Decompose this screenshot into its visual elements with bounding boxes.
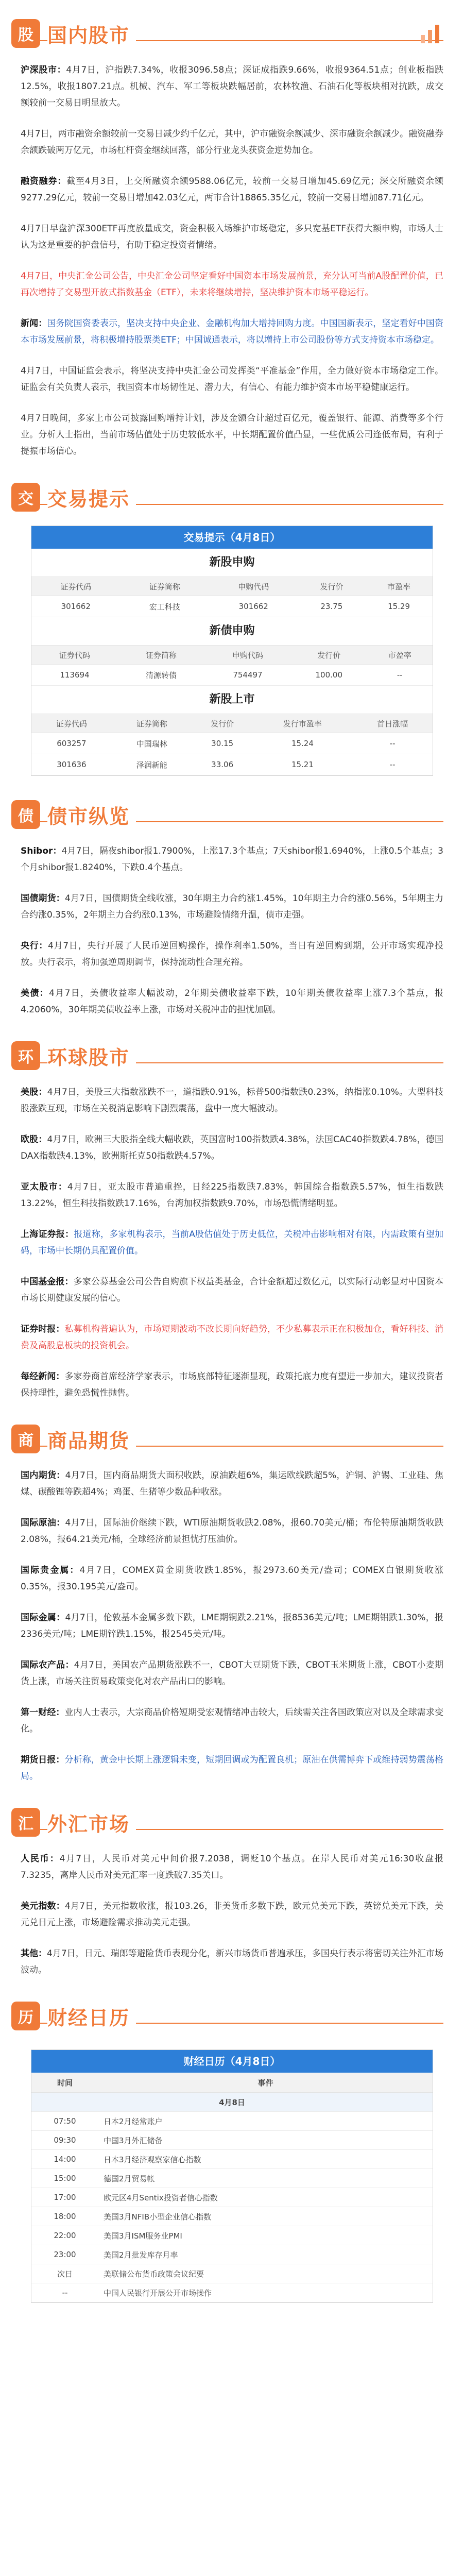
table-row: 07:50 日本2月经常账户 — [31, 2112, 433, 2131]
section-header-domestic — [0, 10, 464, 57]
table-row: 18:00 美国3月NFIB小型企业信心指数 — [31, 2207, 433, 2226]
stock-icon: 股 — [11, 19, 40, 48]
paragraph: 国债期货：4月7日，国债期货全线收涨，30年期主力合约涨1.45%，10年期主力合约涨0.56%，5年期主力合约涨0.35%，2年期主力合约涨0.13%，市场避险情绪升温，债市走强。 — [21, 893, 443, 920]
table-header: 市盈率 — [365, 577, 433, 596]
calendar-table — [31, 2073, 433, 2302]
table-header: 时间 — [31, 2073, 98, 2093]
paragraph: 期货日报：分析称，黄金中长期上涨逻辑未变，短期回调或为配置良机；原油在供需博弈下或维持弱势震荡格局。 — [21, 1755, 444, 1782]
table-row: 113694 清源转债 754497 100.00 -- — [31, 665, 433, 686]
table-row: 23:00 美国2月批发库存月率 — [31, 2245, 433, 2264]
paragraph: 4月7日晚间，多家上市公司披露回购增持计划，涉及金额合计超过百亿元，覆盖银行、能源、消费等多个行业。分析人士指出，当前市场估值处于历史较低水平，中长期配置价值凸显，一些优质公司逢低布局，有利于提振市场信心。 — [21, 413, 443, 456]
ipo-table — [31, 577, 433, 617]
paragraph: 国内期货：4月7日，国内商品期货大面积收跌，原油跌超6%，集运欧线跌超5%，沪铜、沪锡、工业硅、焦煤、碳酸锂等跌超4%；鸡蛋、生猪等少数品种收涨。 — [21, 1470, 444, 1497]
globe-icon: 环 — [11, 1041, 40, 1070]
bond-icon: 债 — [11, 800, 40, 829]
paragraph: 4月7日，两市融资余额较前一交易日减少约千亿元，其中，沪市融资余额减少、深市融资余额减少。融资融券余额跌破两万亿元，市场杠杆资金继续回落，部分行业龙头获资金逆势加仓。 — [21, 129, 443, 156]
section-title: 环球股市 — [47, 1042, 136, 1070]
paragraph: 美股：4月7日，美股三大指数涨跌不一，道指跌0.91%，标普500指数跌0.23%，纳指涨0.10%。大型科技股涨跌互现，市场在关税消息影响下剧烈震荡，盘中一度大幅波动。 — [21, 1087, 444, 1114]
paragraph: 央行：4月7日，央行开展了人民币逆回购操作，操作利率1.50%，当日有逆回购到期，公开市场实现净投放。央行表示，将加强逆周期调节，保持流动性合理充裕。 — [21, 941, 443, 968]
table-header: 证券代码 — [31, 577, 120, 596]
paragraph: 融资融券：截至4月3日，上交所融资余额9588.06亿元，较前一交易日增加45.69亿元；深交所融资余额9277.29亿元，较前一交易日增加42.03亿元，两市合计18865.35亿元，较前一交易日增加87.71亿元。 — [21, 176, 443, 203]
paragraph: 国际原油：4月7日，国际油价继续下跌，WTI原油期货收跌2.08%，报60.70美元/桶；布伦特原油期货收跌2.08%，报64.21美元/桶，全球经济前景担忧打压油价。 — [21, 1518, 443, 1545]
ipo-box-title: 交易提示（4月8日） — [31, 526, 433, 549]
table-header: 发行价 — [291, 646, 367, 665]
paragraph: 国际贵金属：4月7日，COMEX黄金期货收跌1.85%，报2973.60美元/盎司；COMEX白银期货收涨0.35%，报30.195美元/盎司。 — [21, 1565, 443, 1592]
paragraph: 沪深股市：4月7日，沪指跌7.34%，收报3096.58点；深证成指跌9.66%，收报9364.51点；创业板指跌12.5%，收报1807.21点。机械、汽车、军工等板块跌幅居前，农林牧渔、石油石化等板块相对抗跌，成交额较前一交易日明显放大。 — [21, 65, 444, 108]
table-header: 发行市盈率 — [253, 714, 352, 733]
calendar-date-row: 4月8日 — [31, 2093, 433, 2112]
table-header: 市盈率 — [367, 646, 433, 665]
paragraph: 新闻：国务院国资委表示，坚决支持中央企业、金融机构加大增持回购力度。中国国新表示，坚定看好中国资本市场发展前景，将积极增持股票类ETF；中国诚通表示，将以增持上市公司股份等方式支持资本市场稳定。 — [21, 318, 444, 345]
section-header-global — [0, 1032, 464, 1079]
table-row: 09:30 中国3月外汇储备 — [31, 2131, 433, 2150]
section-title: 商品期货 — [47, 1425, 136, 1453]
ipo-group-label: 新股上市 — [31, 686, 433, 714]
paragraph: 中国基金报：多家公募基金公司公告自购旗下权益类基金，合计金额超过数亿元，以实际行动彰显对中国资本市场长期健康发展的信心。 — [21, 1277, 444, 1303]
table-header: 证券代码 — [31, 714, 112, 733]
commodity-icon: 商 — [11, 1425, 40, 1453]
paragraph: 4月7日，中国证监会表示，将坚决支持中央汇金公司发挥类“平准基金”作用，全力做好资本市场稳定工作。证监会有关负责人表示，我国资本市场韧性足、潜力大，有信心、有能力维护资本市场平稳健康运行。 — [21, 366, 443, 393]
table-header: 事件 — [98, 2073, 433, 2093]
calendar-icon: 历 — [11, 2002, 40, 2030]
section-title: 外汇市场 — [47, 1808, 136, 1837]
ipo-table — [31, 714, 433, 775]
paragraph: Shibor：4月7日，隔夜shibor报1.7900%，上涨17.3个基点；7天shibor报1.6940%，上涨0.5个基点；3个月shibor报1.8240%，下跌0.4个基点。 — [21, 846, 443, 873]
table-row: 301662 宏工科技 301662 23.75 15.29 — [31, 596, 433, 617]
paragraph: 国际农产品：4月7日，美国农产品期货涨跌不一，CBOT大豆期货下跌，CBOT玉米期货上涨，CBOT小麦期货上涨，市场关注贸易政策变化对农产品出口的影响。 — [21, 1660, 443, 1687]
paragraph: 证券时报：私募机构普遍认为，市场短期波动不改长期向好趋势，不少私募表示正在积极加仓，看好科技、消费及高股息板块的投资机会。 — [21, 1324, 444, 1351]
table-header: 发行价 — [192, 714, 253, 733]
paragraph: 上海证券报：报道称，多家机构表示，当前A股估值处于历史低位，关税冲击影响相对有限，内需政策有望加码，市场中长期仍具配置价值。 — [21, 1229, 443, 1256]
table-header: 证券简称 — [118, 646, 204, 665]
paragraph: 国际金属：4月7日，伦敦基本金属多数下跌，LME期铜跌2.21%，报8536美元/吨；LME期铝跌1.30%，报2336美元/吨；LME期锌跌1.15%，报2545美元/吨。 — [21, 1613, 443, 1639]
section-title: 财经日历 — [47, 2002, 136, 2030]
ipo-group-label: 新债申购 — [31, 617, 433, 646]
table-header: 申购代码 — [209, 577, 298, 596]
table-row: 17:00 欧元区4月Sentix投资者信心指数 — [31, 2188, 433, 2207]
paragraph: 第一财经：业内人士表示，大宗商品价格短期受宏观情绪冲击较大，后续需关注各国政策应对以及全球需求变化。 — [21, 1707, 444, 1734]
table-header: 发行价 — [298, 577, 365, 596]
chart-deco-icon — [418, 21, 443, 46]
table-header: 证券简称 — [120, 577, 209, 596]
ipo-table — [31, 646, 433, 686]
table-row: 603257 中国瑞林 30.15 15.24 -- — [31, 733, 433, 754]
table-header: 证券简称 — [112, 714, 192, 733]
table-row: 301636 泽润新能 33.06 15.21 -- — [31, 754, 433, 775]
table-row: 14:00 日本3月经济观察家信心指数 — [31, 2150, 433, 2169]
exchange-icon: 交 — [11, 483, 40, 512]
paragraph: 欧股：4月7日，欧洲三大股指全线大幅收跌，英国富时100指数跌4.38%，法国CAC40指数跌4.78%，德国DAX指数跌4.13%，欧洲斯托克50指数跌4.57%。 — [21, 1134, 444, 1161]
paragraph: 亚太股市：4月7日，亚太股市普遍重挫，日经225指数跌7.83%，韩国综合指数跌5.57%，恒生指数跌13.22%，恒生科技指数跌17.16%，台湾加权指数跌9.70%，市场恐慌情绪明显。 — [21, 1182, 444, 1209]
table-header: 申购代码 — [204, 646, 291, 665]
table-header: 首日涨幅 — [352, 714, 433, 733]
table-row: -- 中国人民银行开展公开市场操作 — [31, 2283, 433, 2302]
paragraph: 4月7日早盘沪深300ETF再度放量成交，资金积极入场维护市场稳定，多只宽基ETF获得大额申购，市场人士认为这是重要的护盘信号，有助于稳定投资者情绪。 — [21, 224, 443, 250]
calendar-box — [31, 2049, 433, 2303]
paragraph: 其他：4月7日，日元、瑞郎等避险货币表现分化，新兴市场货币普遍承压，多国央行表示将密切关注外汇市场波动。 — [21, 1948, 443, 1975]
section-title: 债市纵览 — [47, 801, 136, 829]
ipo-box — [31, 526, 433, 776]
table-row: 次日 美联储公布货币政策会议纪要 — [31, 2264, 433, 2283]
table-row: 15:00 德国2月贸易帐 — [31, 2169, 433, 2188]
section-header-bonds — [0, 791, 464, 838]
section-header-calendar — [0, 1993, 464, 2039]
ipo-group-label: 新股申购 — [31, 549, 433, 577]
footer-space — [0, 2324, 464, 2339]
forex-icon: 汇 — [11, 1808, 40, 1837]
section-header-forex — [0, 1799, 464, 1845]
section-title: 交易提示 — [47, 483, 136, 512]
section-title: 国内股市 — [47, 20, 136, 48]
calendar-box-title: 财经日历（4月8日） — [31, 2050, 433, 2073]
paragraph: 人民币：4月7日，人民币对美元中间价报7.2038，调贬10个基点。在岸人民币对美元16:30收盘报7.3235，离岸人民币对美元汇率一度跌破7.35关口。 — [21, 1854, 443, 1880]
table-header: 证券代码 — [31, 646, 118, 665]
paragraph: 美元指数：4月7日，美元指数收涨，报103.26，非美货币多数下跌，欧元兑美元下跌，英镑兑美元下跌，美元兑日元上涨，市场避险需求推动美元走强。 — [21, 1901, 444, 1928]
paragraph: 每经新闻：多家券商首席经济学家表示，市场底部特征逐渐显现，政策托底力度有望进一步加大，建议投资者保持理性，避免恐慌性抛售。 — [21, 1371, 444, 1398]
section-header-commodities — [0, 1416, 464, 1462]
paragraph: 美债：4月7日，美债收益率大幅波动，2年期美债收益率下跌，10年期美债收益率上涨7.3个基点，报4.2060%，30年期美债收益率上涨，市场对关税冲击的担忧加剧。 — [21, 988, 443, 1015]
paragraph: 4月7日，中央汇金公司公告，中央汇金公司坚定看好中国资本市场发展前景，充分认可当前A股配置价值，已再次增持了交易型开放式指数基金（ETF），未来将继续增持，坚决维护资本市场平稳运行。 — [21, 271, 443, 298]
section-header-ipo — [0, 474, 464, 520]
table-row: 22:00 美国3月ISM服务业PMI — [31, 2226, 433, 2245]
